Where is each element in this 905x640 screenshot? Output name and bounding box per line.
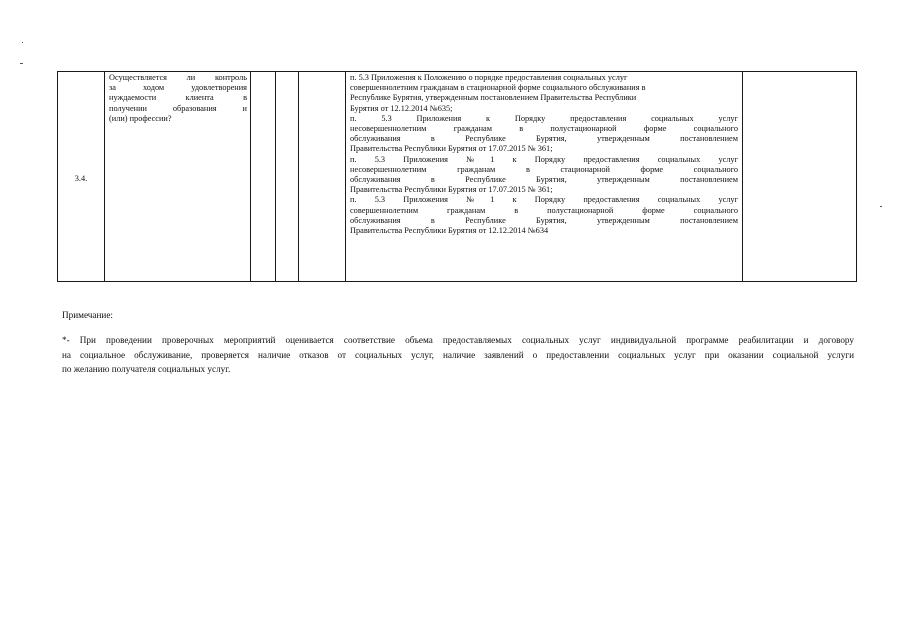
reference-line: Республике Бурятия, утвержденным постановлением Правительства Республики xyxy=(350,93,637,103)
answer-na-cell xyxy=(299,72,346,282)
reference-line: п. 5.3 Приложения к Порядку предоставления социальных услуг xyxy=(350,113,738,123)
question-line: получении образования и xyxy=(109,103,247,113)
note-line: по желанию получателя социальных услуг. xyxy=(62,364,231,374)
reference-line: несовершеннолетним гражданам в стационарной форме социального xyxy=(350,164,738,174)
question-line: нуждаемости клиента в xyxy=(109,93,247,103)
note-line: *- При проведении проверочных мероприятий оценивается соответствие объема предоставляемых социальных услуг индивидуальной программе реабилитации и договору xyxy=(62,335,854,345)
reference-line: обслуживания в Республике Бурятия, утвержденным постановлением xyxy=(350,175,738,185)
reference-line: Правительства Республики Бурятия от 17.07.2015 № 361; xyxy=(350,185,553,195)
reference-line: п. 5.3 Приложения №1 к Порядку предоставления социальных услуг xyxy=(350,154,738,164)
reference-line: совершеннолетним гражданам в стационарной форме социального обслуживания в xyxy=(350,83,646,93)
note-line: на социальное обслуживание, проверяется наличие отказов от социальных услуг, наличие заявлений о предоставлении социальных услуг при оказании социальной услуги xyxy=(62,349,854,360)
answer-yes-cell xyxy=(251,72,276,282)
reference-line: п. 5.3 Приложения к Положению о порядке предоставления социальных услуг xyxy=(350,73,628,82)
checklist-table xyxy=(57,71,857,282)
question-line: (или) профессии? xyxy=(109,113,172,123)
reference-line: несовершеннолетним гражданам в полустационарной форме социального xyxy=(350,124,738,134)
scan-speck xyxy=(20,63,23,64)
row-number: 3.4. xyxy=(58,72,105,282)
reference-line: обслуживания в Республике Бурятия, утвержденным постановлением xyxy=(350,215,738,225)
scan-speck xyxy=(880,206,882,207)
answer-no-cell xyxy=(276,72,299,282)
table-row xyxy=(58,72,857,282)
question-line: Осуществляется ли контроль xyxy=(109,73,247,82)
reference-line: Правительства Республики Бурятия от 12.12.2014 №634 xyxy=(350,226,549,236)
reference-line: п. 5.3 Приложения №1 к Порядку предоставления социальных услуг xyxy=(350,195,738,205)
notes-cell xyxy=(743,72,857,282)
legal-references-cell xyxy=(346,72,743,282)
reference-line: обслуживания в Республике Бурятия, утвержденным постановлением xyxy=(350,134,738,144)
reference-line: Бурятия от 12.12.2014 №635; xyxy=(350,103,453,113)
note-title: Примечание: xyxy=(62,310,113,320)
question-line: за ходом удовлетворения xyxy=(109,83,247,93)
reference-line: совершеннолетним гражданам в полустационарной форме социального xyxy=(350,205,738,215)
scan-speck xyxy=(22,42,23,43)
note-body xyxy=(62,333,854,377)
question-cell xyxy=(105,72,251,282)
reference-line: Правительства Республики Бурятия от 17.07.2015 № 361; xyxy=(350,144,553,154)
